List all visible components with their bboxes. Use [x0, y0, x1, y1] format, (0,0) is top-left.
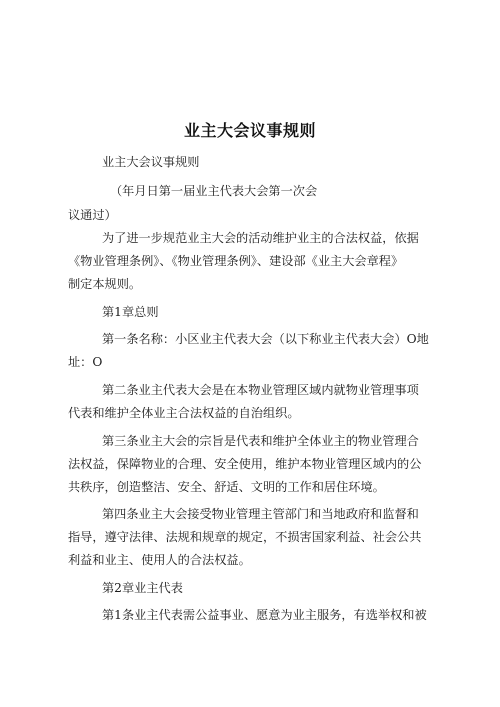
paragraph-line: 第二条业主代表大会是在本物业管理区域内就物业管理事项 [102, 383, 419, 397]
paragraph-line: 议通过） [68, 208, 117, 222]
paragraph-line: 《物业管理条例》、《物业管理条例》、建设部《业主大会章程》 [68, 254, 404, 268]
document-title: 业主大会议事规则 [183, 121, 316, 140]
paragraph-line: 址：O [68, 355, 103, 369]
paragraph-line: 共秩序，创造整洁、安全、舒适、文明的工作和居住环境。 [68, 480, 385, 494]
paragraph-line: 制定本规则。 [68, 277, 142, 291]
paragraph-line: 指导，遵守法律、法规和规章的规定，不损害国家利益、社会公共 [68, 530, 422, 544]
paragraph-line: 业主大会议事规则 [102, 155, 200, 169]
paragraph-line: 利益和业主、使用人的合法权益。 [68, 553, 251, 567]
paragraph-line: 为了进一步规范业主大会的活动维护业主的合法权益，依据 [102, 231, 419, 245]
paragraph-line: 第1条业主代表需公益事业、愿意为业主服务，有选举权和被 [102, 608, 427, 622]
paragraph-line: 第一条名称：小区业主代表大会（以下称业主代表大会）O地 [102, 332, 429, 346]
paragraph-line: 第三条业主大会的宗旨是代表和维护全体业主的物业管理合 [102, 434, 419, 448]
paragraph-line: 法权益，保障物业的合理、安全使用，维护本物业管理区域内的公 [68, 457, 422, 471]
paragraph-line: 第四条业主大会接受物业管理主管部门和当地政府和监督和 [102, 507, 419, 521]
chapter-heading: 第2章业主代表 [102, 581, 183, 595]
paragraph-line: （年月日第一届业主代表大会第一次会 [110, 184, 318, 198]
paragraph-line: 代表和维护全体业主合法权益的自治组织。 [68, 406, 300, 420]
chapter-heading: 第1章总则 [102, 305, 159, 319]
